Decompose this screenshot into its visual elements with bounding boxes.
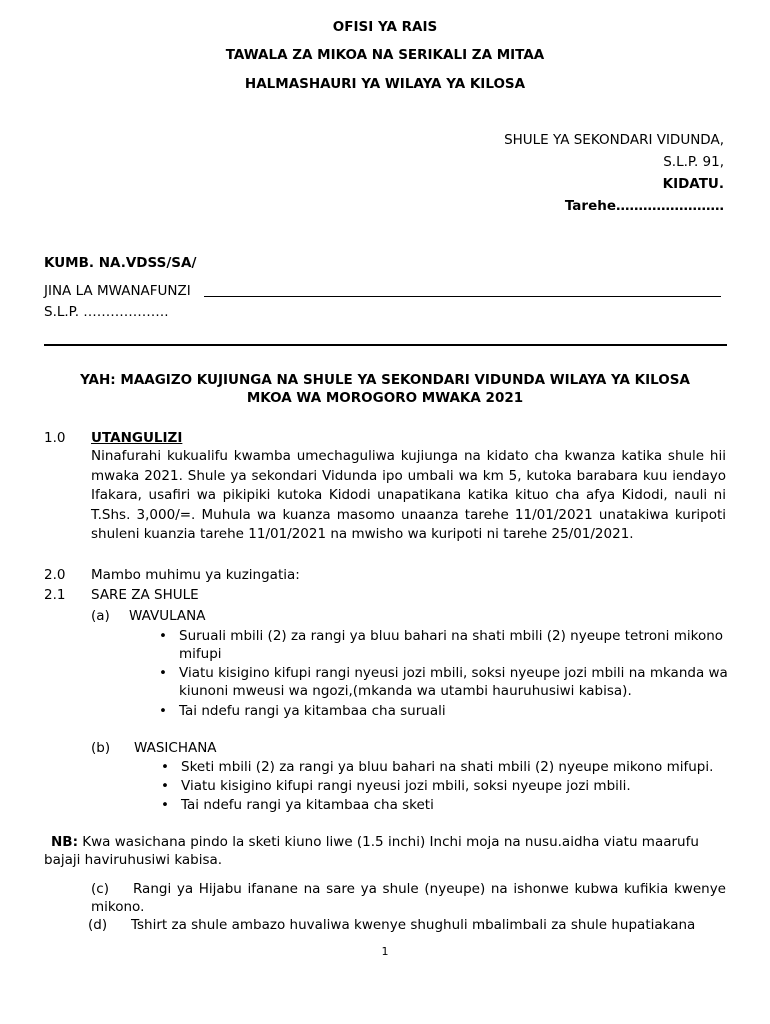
boys-item: Tai ndefu rangi ya kitambaa cha suruali <box>179 703 446 719</box>
bullet-icon: • <box>159 628 167 644</box>
note-paragraph <box>44 833 704 869</box>
item-c-text: Rangi ya Hijabu ifanane na sare ya shule (nyeupe) na ishonwe kubwa kufikia kwenye mikono. <box>91 881 726 915</box>
student-name-label: JINA LA MWANAFUNZI <box>44 283 191 299</box>
subject-line-1: YAH: MAAGIZO KUJIUNGA NA SHULE YA SEKONDARI VIDUNDA WILAYA YA KILOSA <box>80 372 690 388</box>
bullet-icon: • <box>159 665 167 681</box>
note-label: NB: <box>51 834 78 850</box>
item-c-paragraph <box>91 880 726 916</box>
bullet-icon: • <box>161 797 169 813</box>
item-d-letter: (d) <box>88 917 108 933</box>
boys-title: WAVULANA <box>129 608 206 624</box>
girls-title: WASICHANA <box>134 740 217 756</box>
item-c-letter: (c) <box>91 881 109 897</box>
header-office: OFISI YA RAIS <box>332 19 438 35</box>
section-2-1-title: SARE ZA SHULE <box>91 587 199 603</box>
girls-letter: (b) <box>91 740 111 756</box>
address-town: KIDATU. <box>662 176 724 192</box>
bullet-icon: • <box>159 703 167 719</box>
student-po-box: S.L.P. ………………. <box>44 304 169 320</box>
item-d-text: Tshirt za shule ambazo huvaliwa kwenye shughuli mbalimbali za shule hupatiakana <box>131 917 696 933</box>
girls-item: Viatu kisigino kifupi rangi nyeusi jozi mbili, soksi nyeupe jozi mbili. <box>181 778 631 794</box>
bullet-icon: • <box>161 759 169 775</box>
section-1-body: Ninafurahi kukualifu kwamba umechaguliwa kujiunga na kidato cha kwanza katika shule hii mwaka 2021. Shule ya sekondari Vidunda ipo umbali wa km 5, kutoka barabara kuu iendayo Ifakara, usafiri wa pikipiki kutoka Kidodi unapatikana katika kituo cha afya Kidodi, nauli ni T.Shs. 3,000/=. Muhula wa kuanza masomo unaanza tarehe 11/01/2021 unatakiwa kuripoti shuleni kuanzia tarehe 11/01/2021 na mwisho wa kuripoti ni tarehe 25/01/2021. <box>91 448 726 542</box>
section-2-number: 2.0 <box>44 567 66 583</box>
boys-item: Viatu kisigino kifupi rangi nyeusi jozi mbili, soksi nyeupe jozi mbili na mkanda wa kiunoni mweusi wa ngozi,(mkanda wa utambi hauruhusiwi kabisa). <box>179 665 728 699</box>
boys-item: Suruali mbili (2) za rangi ya bluu bahari na shati mbili (2) nyeupe tetroni mikono mifupi <box>179 628 724 662</box>
note-text: Kwa wasichana pindo la sketi kiuno liwe (1.5 inchi) Inchi moja na nusu.aidha viatu maarufu bajaji haviruhusiwi kabisa. <box>44 834 699 868</box>
section-2-title: Mambo muhimu ya kuzingatia: <box>91 567 300 583</box>
boys-letter: (a) <box>91 608 110 624</box>
section-2-1-number: 2.1 <box>44 587 66 603</box>
header-district-council: HALMASHAURI YA WILAYA YA KILOSA <box>244 76 526 92</box>
girls-item: Tai ndefu rangi ya kitambaa cha sketi <box>181 797 434 813</box>
reference-number: KUMB. NA.VDSS/SA/ <box>44 255 197 271</box>
page-number: 1 <box>381 945 389 958</box>
girls-item: Sketi mbili (2) za rangi ya bluu bahari na shati mbili (2) nyeupe mikono mifupi. <box>181 759 714 775</box>
divider-rule <box>44 344 727 346</box>
student-name-blank-line <box>204 296 721 297</box>
bullet-icon: • <box>161 778 169 794</box>
address-date: Tarehe…………………… <box>564 198 724 214</box>
subject-line-2: MKOA WA MOROGORO MWAKA 2021 <box>246 390 524 406</box>
section-1-number: 1.0 <box>44 430 66 446</box>
section-1-title: UTANGULIZI <box>91 430 183 446</box>
address-po-box: S.L.P. 91, <box>663 154 724 170</box>
address-school: SHULE YA SEKONDARI VIDUNDA, <box>504 132 724 148</box>
header-administration: TAWALA ZA MIKOA NA SERIKALI ZA MITAA <box>225 47 545 63</box>
